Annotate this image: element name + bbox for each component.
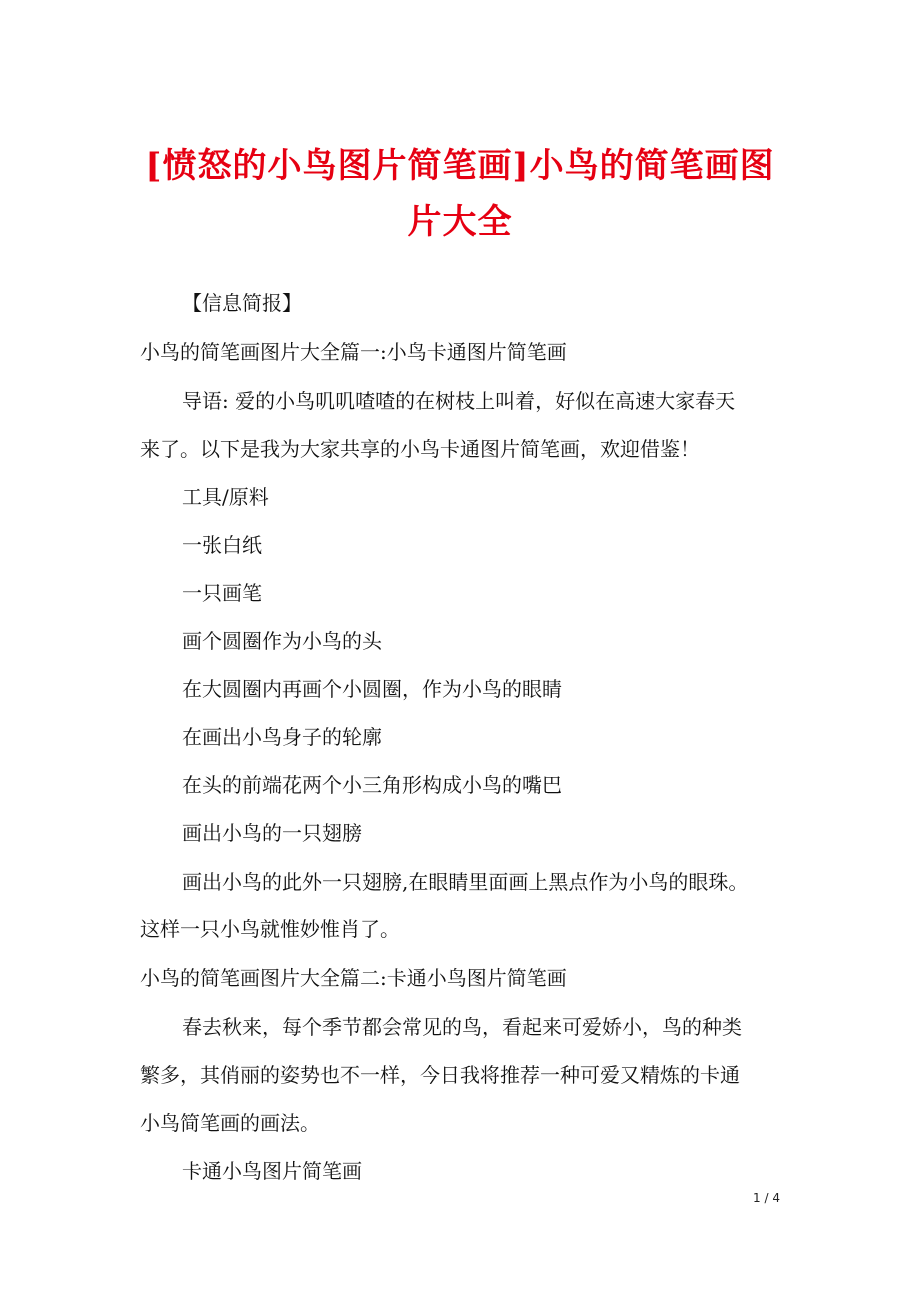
step-6-line-1: 画出小鸟的此外一只翅膀,在眼睛里面画上黑点作为小鸟的眼珠。 — [182, 870, 749, 894]
step-6-line-2: 这样一只小鸟就惟妙惟肖了。 — [140, 917, 400, 941]
document-title — [140, 138, 780, 250]
tool-item-1: 一张白纸 — [182, 533, 262, 557]
title-line-1: [愤怒的小鸟图片简笔画]小鸟的简笔画图 — [145, 146, 775, 186]
step-1: 画个圆圈作为小鸟的头 — [182, 629, 382, 653]
step-4: 在头的前端花两个小三角形构成小鸟的嘴巴 — [182, 773, 562, 797]
intro-line-1: 导语: 爱的小鸟叽叽喳喳的在树枝上叫着，好似在高速大家春天 — [182, 389, 736, 413]
step-5: 画出小鸟的一只翅膀 — [182, 821, 362, 845]
step-3: 在画出小鸟身子的轮廓 — [182, 725, 382, 749]
info-header: 【信息简报】 — [182, 291, 302, 315]
section-2-heading: 小鸟的简笔画图片大全篇二:卡通小鸟图片简笔画 — [140, 966, 567, 990]
page-number: 1 / 4 — [753, 1191, 780, 1205]
tools-heading: 工具/原料 — [182, 485, 269, 509]
step-2: 在大圆圈内再画个小圆圈，作为小鸟的眼睛 — [182, 677, 562, 701]
subheading: 卡通小鸟图片简笔画 — [182, 1159, 362, 1183]
section-1-heading: 小鸟的简笔画图片大全篇一:小鸟卡通图片简笔画 — [140, 340, 567, 364]
para-2-line-2: 繁多，其俏丽的姿势也不一样，今日我将推荐一种可爱又精炼的卡通 — [140, 1063, 740, 1087]
para-2-line-1: 春去秋来，每个季节都会常见的鸟，看起来可爱娇小，鸟的种类 — [182, 1015, 742, 1039]
tool-item-2: 一只画笔 — [182, 581, 262, 605]
intro-line-2: 来了。以下是我为大家共享的小鸟卡通图片简笔画，欢迎借鉴！ — [140, 437, 700, 461]
para-2-line-3: 小鸟简笔画的画法。 — [140, 1111, 320, 1135]
title-line-2: 片大全 — [407, 202, 513, 242]
